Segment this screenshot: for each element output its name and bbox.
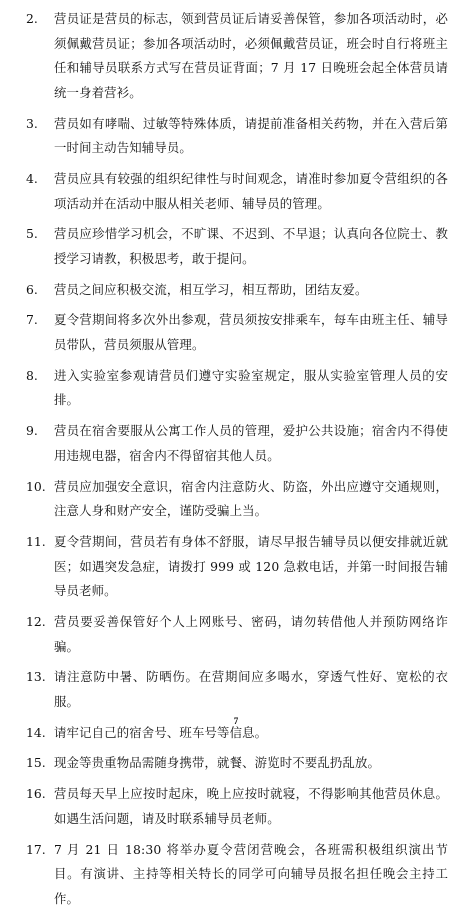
item-number: 14. [26,724,46,740]
list-item [26,782,448,831]
item-number: 16. [26,786,46,802]
item-number: 4. [26,170,38,186]
item-text: 营员证是营员的标志，领到营员证后请妥善保管，参加各项活动时，必须佩戴营员证；参加各项活动时，必须佩戴营员证，班会时自行将班主任和辅导员联系方式写在营员证背面；7 月 17 日晚班会起全体营员请统一身着营衫。 [54,11,448,100]
list-item [26,364,448,413]
item-text: 营员应珍惜学习机会，不旷课、不迟到、不早退；认真向各位院士、教授学习请教，积极思考，敢于提问。 [54,226,448,266]
list-item [26,475,448,524]
item-number: 9. [26,423,38,439]
list-item [26,530,448,604]
item-text: 营员如有哮喘、过敏等特殊体质，请提前准备相关药物，并在入营后第一时间主动告知辅导员。 [54,115,448,156]
item-text: 夏令营期间将多次外出参观，营员须按安排乘车，每车由班主任、辅导员带队，营员须服从管理。 [54,312,448,353]
item-text: 营员在宿舍要服从公寓工作人员的管理，爱护公共设施；宿舍内不得使用违规电器，宿舍内不得留宿其他人员。 [54,423,448,463]
list-item [26,419,448,468]
list-item [26,665,448,714]
list-item [26,751,448,776]
item-text: 进入实验室参观请营员们遵守实验室规定，服从实验室管理人员的安排。 [54,367,448,408]
item-text: 7 月 21 日 18:30 将举办夏令营闭营晚会，各班需积极组织演出节目。有演讲、主持等相关特长的同学可向辅导员报名担任晚会主持工作。 [54,841,448,906]
page-number: 7 [233,716,239,726]
item-number: 15. [26,755,46,771]
item-text: 营员应加强安全意识，宿舍内注意防火、防盗，外出应遵守交通规则，注意人身和财产安全，谨防受骗上当。 [54,478,448,519]
item-text: 请注意防中暑、防晒伤。在营期间应多喝水，穿透气性好、宽松的衣服。 [54,669,448,709]
list-item [26,308,448,357]
list-item [26,7,448,105]
list-item [26,610,448,659]
list-item [26,838,448,912]
list-item [26,278,448,303]
item-text: 营员之间应积极交流，相互学习，相互帮助，团结友爱。 [54,281,368,297]
item-number: 12. [26,613,46,629]
item-text: 现金等贵重物品需随身携带，就餐、游览时不要乱扔乱放。 [54,755,381,771]
item-text: 营员应具有较强的组织纪律性与时间观念，请准时参加夏令营组织的各项活动并在活动中服从相关老师、辅导员的管理。 [54,170,448,211]
list-item [26,222,448,271]
item-number: 8. [26,367,38,383]
item-number: 6. [26,281,38,297]
list-item [26,167,448,216]
item-text: 营员要妥善保管好个人上网账号、密码，请勿转借他人并预防网络诈骗。 [54,613,448,654]
item-number: 7. [26,312,38,328]
item-number: 5. [26,226,38,242]
item-number: 10. [26,478,46,494]
item-text: 营员每天早上应按时起床，晚上应按时就寝，不得影响其他营员休息。如遇生活问题，请及时联系辅导员老师。 [54,786,448,826]
item-number: 11. [26,533,46,549]
list-item [26,112,448,161]
item-text: 夏令营期间，营员若有身体不舒服，请尽早报告辅导员以便安排就近就医；如遇突发急症，请拨打 999 或 120 急救电话，并第一时间报告辅导员老师。 [54,533,448,599]
item-number: 3. [26,115,38,131]
rules-list [26,7,448,918]
item-number: 2. [26,11,38,26]
item-number: 13. [26,669,46,685]
item-text: 请牢记自己的宿舍号、班车号等信息。 [54,724,268,740]
item-number: 17. [26,841,46,857]
